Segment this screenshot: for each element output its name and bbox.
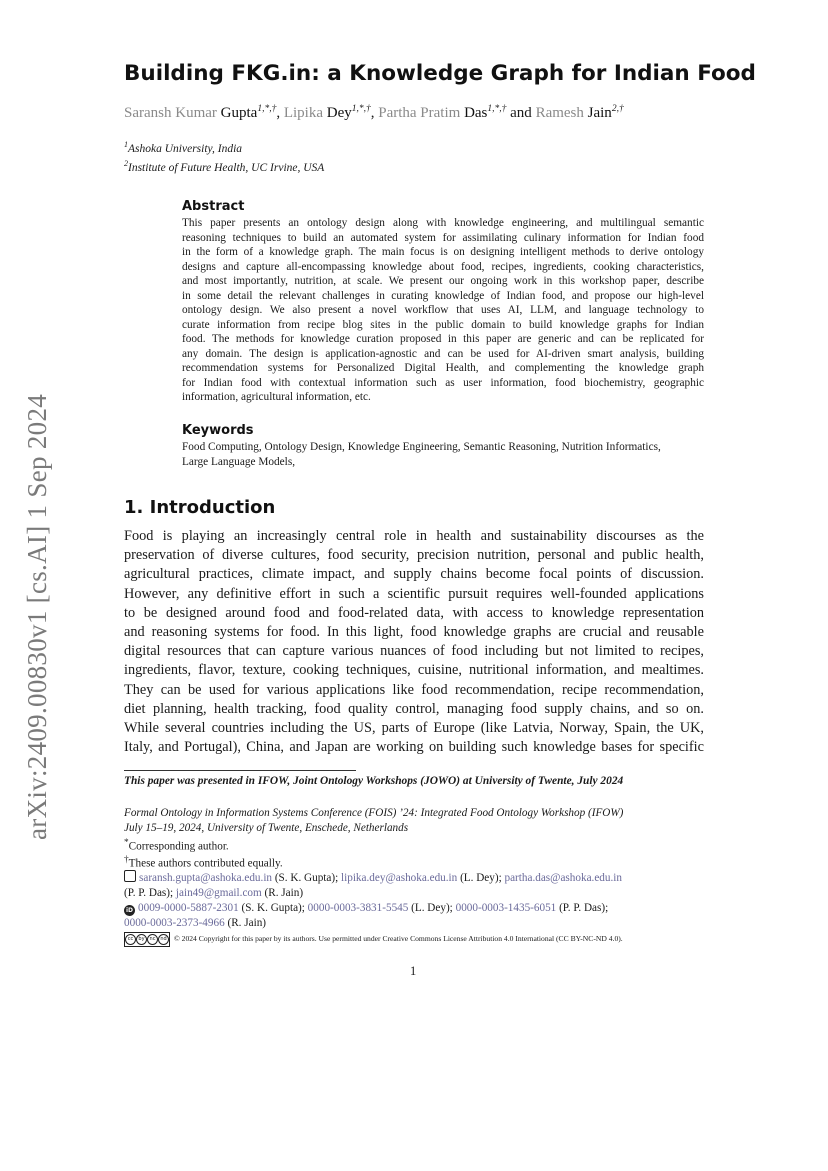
author: Lipika Dey$^{1,*,\dagger}$, bbox=[283, 104, 375, 121]
email-list: saransh.gupta@ashoka.edu.in (S. K. Gupta); lipika.dey@ashoka.edu.in (L. Dey); partha.das@ashoka.edu.in (P. P. Das); jain49@gmail.com (R. Jain) bbox=[124, 872, 622, 899]
author: Partha Pratim Das$^{1,*,\dagger}$ bbox=[378, 104, 507, 121]
author-conjunction: and bbox=[510, 105, 532, 121]
paper-title: Building FKG.in: a Knowledge Graph for Indian Food bbox=[124, 61, 756, 86]
keywords-heading: Keywords bbox=[182, 423, 254, 438]
conference-note: Formal Ontology in Information Systems Conference (FOIS) ’24: Integrated Food Ontology Workshop (IFOW) July 15–19, 2024, University of Twente, Enschede, Netherlands bbox=[124, 807, 624, 834]
envelope-icon bbox=[124, 870, 136, 882]
section-heading: 1. Introduction bbox=[124, 497, 276, 518]
orcid-link[interactable]: 0000-0003-3831-5545 bbox=[307, 902, 409, 914]
email-link[interactable]: saransh.gupta@ashoka.edu.in bbox=[139, 872, 273, 884]
introduction-body: Food is playing an increasingly central role in health and sustainability discourses as the preservation of diverse cultures, food security, precision nutrition, personal and public health, agricultural practices, climate impact, and supply chains become focal points of discussion. However, any definitive effort in such a scientific pursuit requires well-founded applications to be designed around food and food-related data, with access to knowledge representation and reasoning systems for food. In this light, food knowledge graphs are crucial and reusable digital resources that can capture various nuances of food including but not limited to recipes, ingredients, flavor, texture, cooking techniques, cuisine, nutritional information, and mealtimes. They can be used for various applications like food recommendation, recipe recommendation, diet planning, health tracking, food quality control, managing food supply chains, and so on. While several countries including the US, parts of Europe (like Latvia, Norway, Spain, the UK, Italy, and Portugal), China, and Japan are working on building such knowledge bases for specific bbox=[124, 528, 704, 756]
author: Saransh Kumar Gupta$^{1,*,\dagger}$, bbox=[124, 104, 281, 121]
keywords-body: Food Computing, Ontology Design, Knowledge Engineering, Semantic Reasoning, Nutrition Informatics, Large Language Models, bbox=[182, 441, 661, 468]
affiliation: $^1$Ashoka University, India bbox=[124, 140, 243, 155]
copyright-notice: © 2024 Copyright for this paper by its authors. Use permitted under Creative Commons License Attribution 4.0 International (CC BY-NC-ND 4.0). bbox=[174, 934, 623, 943]
email-link[interactable]: partha.das@ashoka.edu.in bbox=[504, 872, 622, 884]
orcid-icon: iD bbox=[125, 907, 134, 914]
orcid-link[interactable]: 0009-0000-5887-2301 bbox=[138, 902, 239, 914]
footnote-rule bbox=[124, 770, 356, 771]
orcid-list: iD 0009-0000-5887-2301 (S. K. Gupta); 0000-0003-3831-5545 (L. Dey); 0000-0003-1435-6051 (P. P. Das); 0000-0003-2373-4966 (R. Jain) bbox=[124, 902, 609, 929]
corresponding-note: *Corresponding author. bbox=[124, 838, 229, 853]
author-list bbox=[124, 104, 624, 122]
presentation-note: This paper was presented in IFOW, Joint Ontology Workshops (JOWO) at University of Twente, July 2024 bbox=[124, 775, 624, 787]
author: Ramesh Jain$^{2,\dagger}$ bbox=[535, 104, 624, 121]
equal-contribution-note: †These authors contributed equally. bbox=[124, 855, 283, 870]
abstract-body: This paper presents an ontology design along with knowledge engineering, and multilingual semantic reasoning techniques to build an automated system for assimilating culinary information for Indian food in the form of a knowledge graph. The main focus is on designing intelligent methods to derive ontology designs and capture all-encompassing knowledge about food, recipes, ingredients, cooking characteristics, and most importantly, nutrition, at scale. We present our ongoing work in this workshop paper, describe in some detail the relevant challenges in curating knowledge of Indian food, and propose our high-level ontology design. We also present a novel workflow that uses AI, LLM, and language technology to curate information from recipe blog sites in the public domain to build knowledge graphs for Indian food. The methods for knowledge curation proposed in this paper are generic and can be replicated for any domain. The design is application-agnostic and can be used for AI-driven smart analysis, building recommendation systems for Personalized Digital Health, and complementing the knowledge graph for Indian food with contextual information such as user information, food biochemistry, geographic information, agricultural information, etc. bbox=[182, 217, 704, 403]
email-link[interactable]: lipika.dey@ashoka.edu.in bbox=[341, 872, 458, 884]
orcid-link[interactable]: 0000-0003-1435-6051 bbox=[455, 902, 557, 914]
abstract-heading: Abstract bbox=[182, 199, 245, 214]
email-link[interactable]: jain49@gmail.com bbox=[175, 886, 262, 899]
affiliation: $^2$Institute of Future Health, UC Irvine, USA bbox=[124, 159, 325, 174]
creative-commons-icon: cc by nc nd bbox=[124, 932, 170, 947]
page-number: 1 bbox=[410, 964, 417, 978]
orcid-link[interactable]: 0000-0003-2373-4966 bbox=[124, 917, 225, 929]
arxiv-identifier: arXiv:2409.00830v1 [cs.AI] 1 Sep 2024 bbox=[22, 393, 52, 840]
